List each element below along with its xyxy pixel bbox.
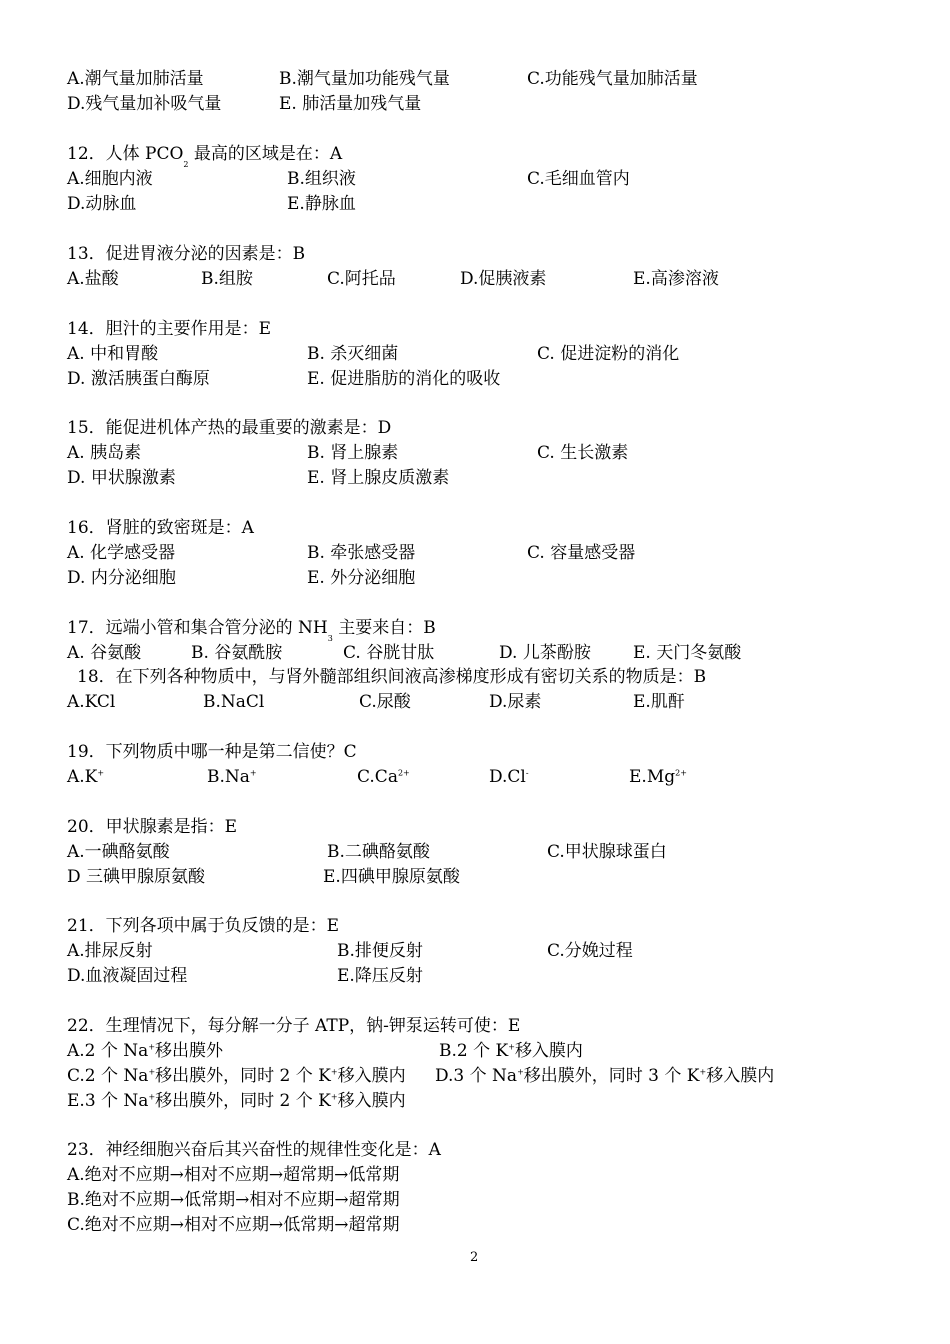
answer-option: C.功能残气量加肺活量: [527, 69, 698, 89]
answer-option: C.尿酸: [359, 692, 411, 712]
answer-option: A.KCl: [67, 692, 116, 712]
answer-option: B.2 个 K+移入膜内: [439, 1041, 583, 1061]
answer-option: B.NaCl: [203, 692, 265, 712]
answer-option: D. 激活胰蛋白酶原: [67, 369, 210, 389]
answer-option: B. 牵张感受器: [307, 543, 416, 563]
answer-option: E.3 个 Na+移出膜外，同时 2 个 K+移入膜内: [67, 1091, 406, 1111]
answer-option: A.绝对不应期→相对不应期→超常期→低常期: [67, 1165, 400, 1185]
answer-option: B.二碘酪氨酸: [327, 842, 430, 862]
answer-option: E.肌酐: [633, 692, 685, 712]
answer-option: C. 促进淀粉的消化: [537, 344, 680, 364]
answer-option: A. 化学感受器: [67, 543, 176, 563]
question-text: 18．在下列各种物质中，与肾外髓部组织间液高渗梯度形成有密切关系的物质是：B: [77, 667, 707, 687]
question-text: 21．下列各项中属于负反馈的是：E: [67, 916, 340, 936]
answer-option: A.细胞内液: [67, 169, 153, 189]
answer-option: A. 中和胃酸: [67, 344, 159, 364]
question-text: 13．促进胃液分泌的因素是：B: [67, 244, 306, 264]
answer-option: A.潮气量加肺活量: [67, 69, 204, 89]
answer-option: B.潮气量加功能残气量: [279, 69, 450, 89]
answer-option: D.尿素: [489, 692, 542, 712]
question-text: 22．生理情况下，每分解一分子 ATP，钠-钾泵运转可使：E: [67, 1016, 521, 1036]
answer-option: E. 外分泌细胞: [307, 568, 416, 588]
answer-option: C. 容量感受器: [527, 543, 636, 563]
answer-option: B.组织液: [287, 169, 356, 189]
question-text: 17．远端小管和集合管分泌的 $NH_3$ 主要来自：B: [67, 618, 436, 643]
question-text: 15．能促进机体产热的最重要的激素是：D: [67, 418, 392, 438]
answer-option: D.促胰液素: [460, 269, 547, 289]
answer-option: B.Na+: [207, 767, 257, 787]
answer-option: B.排便反射: [337, 941, 423, 961]
answer-option: E.四碘甲腺原氨酸: [323, 867, 460, 887]
question-text: 12．人体 $PCO_2$ 最高的区域是在：A: [67, 144, 343, 169]
answer-option: C. 谷胱甘肽: [343, 643, 435, 663]
answer-option: D.残气量加补吸气量: [67, 94, 222, 114]
answer-option: A.一碘酪氨酸: [67, 842, 170, 862]
answer-option: D 三碘甲腺原氨酸: [67, 867, 206, 887]
answer-option: D. 内分泌细胞: [67, 568, 176, 588]
answer-option: B.绝对不应期→低常期→相对不应期→超常期: [67, 1190, 400, 1210]
answer-option: C.阿托品: [327, 269, 396, 289]
answer-option: E.静脉血: [287, 194, 356, 214]
answer-option: A.2 个 Na+移出膜外: [67, 1041, 224, 1061]
question-text: 19．下列物质中哪一种是第二信使？C: [67, 742, 357, 762]
answer-option: C.分娩过程: [547, 941, 633, 961]
answer-option: B. 肾上腺素: [307, 443, 399, 463]
answer-option: B.组胺: [201, 269, 253, 289]
question-text: 23．神经细胞兴奋后其兴奋性的规律性变化是：A: [67, 1140, 441, 1160]
answer-option: A.排尿反射: [67, 941, 153, 961]
answer-option: D. 儿茶酚胺: [499, 643, 591, 663]
question-text: 20．甲状腺素是指：E: [67, 817, 238, 837]
answer-option: C.毛细血管内: [527, 169, 630, 189]
answer-option: D.动脉血: [67, 194, 137, 214]
answer-option: C.甲状腺球蛋白: [547, 842, 667, 862]
answer-option: E. 肾上腺皮质激素: [307, 468, 450, 488]
answer-option: A. 胰岛素: [67, 443, 142, 463]
answer-option: A. 谷氨酸: [67, 643, 142, 663]
answer-option: A.K+: [67, 767, 105, 787]
answer-option: B. 杀灭细菌: [307, 344, 399, 364]
answer-option: E.降压反射: [337, 966, 423, 986]
answer-option: D.血液凝固过程: [67, 966, 188, 986]
answer-option: D.Cl-: [489, 767, 529, 787]
answer-option: $E.Mg^{2+}$: [629, 767, 687, 787]
answer-option: E.高渗溶液: [633, 269, 719, 289]
answer-option: E. 肺活量加残气量: [279, 94, 422, 114]
answer-option: E. 促进脂肪的消化的吸收: [307, 369, 501, 389]
answer-option: $C.Ca^{2+}$: [357, 767, 410, 787]
answer-option: D.3 个 Na+移出膜外，同时 3 个 K+移入膜内: [435, 1066, 775, 1086]
answer-option: B. 谷氨酰胺: [191, 643, 283, 663]
answer-option: A.盐酸: [67, 269, 119, 289]
question-text: 16．肾脏的致密斑是：A: [67, 518, 254, 538]
question-text: 14．胆汁的主要作用是：E: [67, 319, 272, 339]
answer-option: C. 生长激素: [537, 443, 629, 463]
answer-option: D. 甲状腺激素: [67, 468, 176, 488]
answer-option: C.2 个 Na+移出膜外，同时 2 个 K+移入膜内: [67, 1066, 406, 1086]
answer-option: C.绝对不应期→相对不应期→低常期→超常期: [67, 1215, 400, 1235]
answer-option: E. 天门冬氨酸: [633, 643, 742, 663]
page-number: 2: [470, 1250, 479, 1265]
